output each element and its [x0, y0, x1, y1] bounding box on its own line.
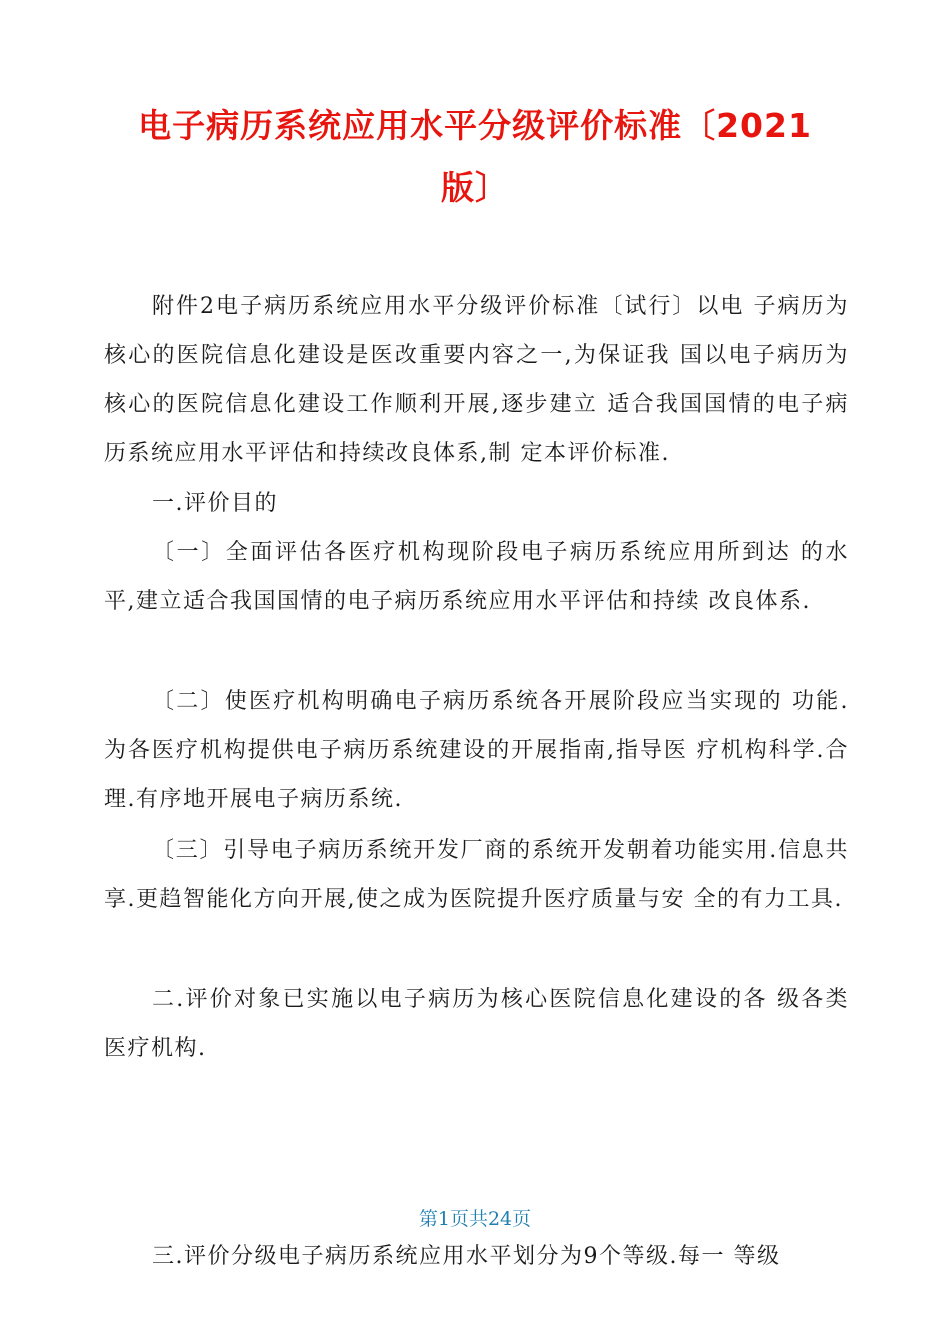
paragraph-grading: 三.评价分级电子病历系统应用水平划分为9个等级.每一 等级: [152, 1244, 781, 1269]
paragraph-purpose-2: 〔二〕使医疗机构明确电子病历系统各开展阶段应当实现的 功能.为各医疗机构提供电子病历系统建设的开展指南,指导医 疗机构科学.合理.有序地开展电子病历系统.: [104, 689, 849, 812]
document-title-line2: 版〕: [441, 168, 509, 207]
paragraph-evaluation-target: 二.评价对象已实施以电子病历为核心医院信息化建设的各 级各类医疗机构.: [104, 987, 849, 1061]
paragraph-purpose-1: 〔一〕全面评估各医疗机构现阶段电子病历系统应用所到达 的水平,建立适合我国国情的电子病历系统应用水平评估和持续 改良体系.: [104, 540, 849, 614]
paragraph-purpose-3: 〔三〕引导电子病历系统开发厂商的系统开发朝着功能实用.信息共享.更趋智能化方向开展,使之成为医院提升医疗质量与安 全的有力工具.: [104, 838, 849, 912]
paragraph-intro: 附件2电子病历系统应用水平分级评价标准〔试行〕以电 子病历为核心的医院信息化建设是医改重要内容之一,为保证我 国以电子病历为核心的医院信息化建设工作顺利开展,逐步建立 适合我国国情的电子病历系统应用水平评估和持续改良体系,制 定本评价标准.: [104, 294, 849, 466]
page-footer: 第1页共24页: [418, 1208, 532, 1230]
document-title-line1: 电子病历系统应用水平分级评价标准〔2021: [138, 106, 812, 145]
section-heading-purpose: 一.评价目的: [152, 491, 278, 516]
